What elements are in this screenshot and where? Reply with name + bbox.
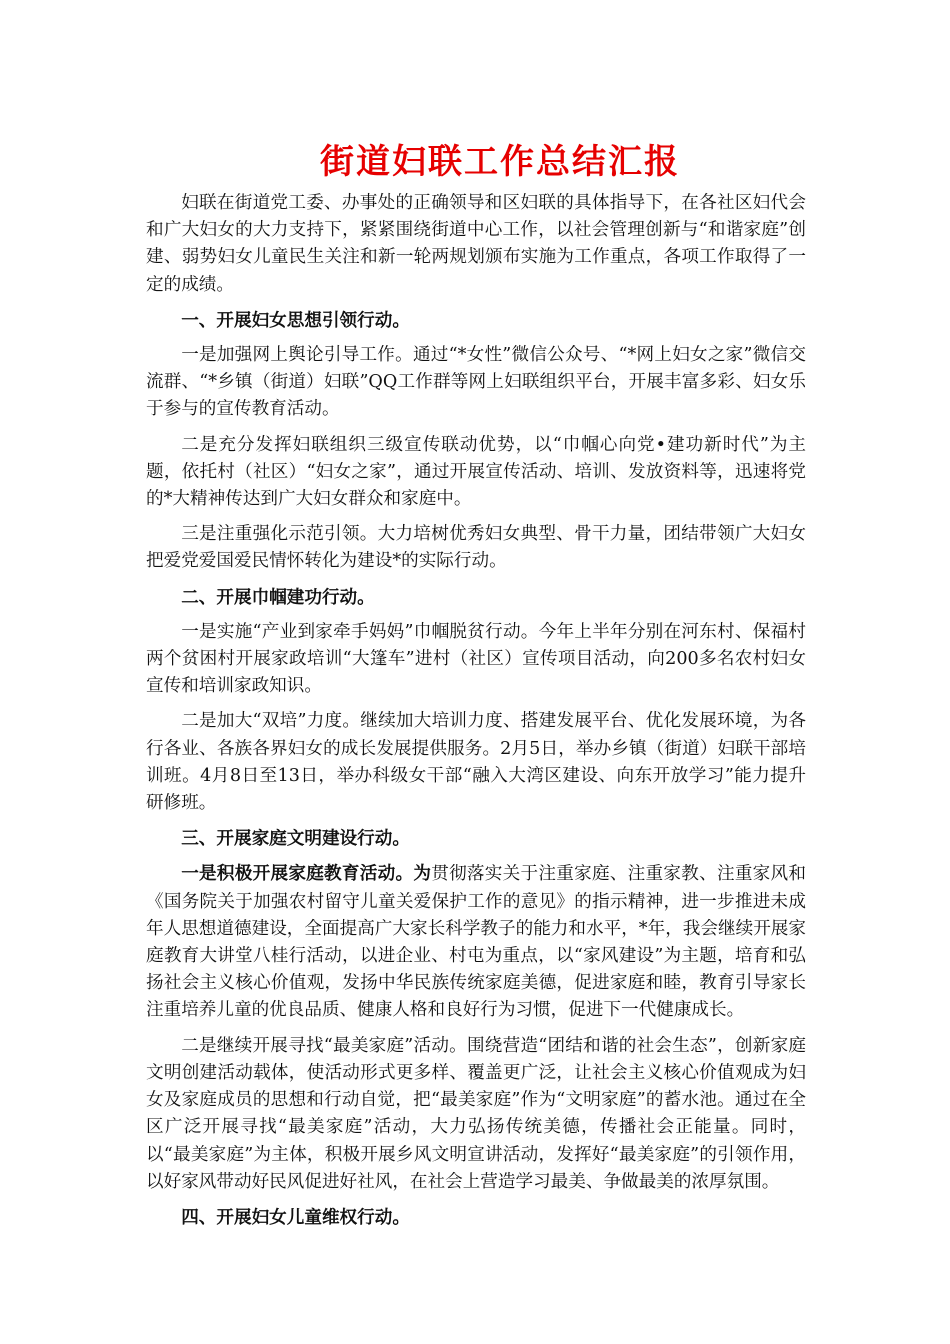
document-body	[146, 190, 806, 1239]
section-1-paragraph-1: 一是加强网上舆论引导工作。通过“*女性”微信公众号、“*网上妇女之家”微信交流群、“*乡镇（街道）妇联”QQ工作群等网上妇联组织平台，开展丰富多彩、妇女乐于参与的宣传教育活动。	[146, 345, 806, 420]
document-title: 街道妇联工作总结汇报	[320, 142, 680, 182]
intro-paragraph: 妇联在街道党工委、办事处的正确领导和区妇联的具体指导下，在各社区妇代会和广大妇女的大力支持下，紧紧围绕街道中心工作，以社会管理创新与“和谐家庭”创建、弱势妇女儿童民生关注和新一轮两规划颁布实施为工作重点，各项工作取得了一定的成绩。	[146, 193, 806, 295]
section-2-heading: 二、开展巾帼建功行动。	[181, 586, 375, 608]
section-3-paragraph-1-lead: 一是积极开展家庭教育活动。为	[181, 863, 432, 885]
section-3-heading: 三、开展家庭文明建设行动。	[181, 828, 410, 850]
section-1-paragraph-2: 二是充分发挥妇联组织三级宣传联动优势，以“巾帼心向党•建功新时代”为主题，依托村（社区）“妇女之家”，通过开展宣传活动、培训、发放资料等，迅速将党的*大精神传达到广大妇女群众和家庭中。	[146, 434, 806, 510]
section-1-heading: 一、开展妇女思想引领行动。	[181, 309, 410, 331]
section-4-heading: 四、开展妇女儿童维权行动。	[181, 1206, 410, 1228]
section-2-paragraph-1: 一是实施“产业到家牵手妈妈”巾帼脱贫行动。今年上半年分别在河东村、保福村两个贫困村开展家政培训“大篷车”进村（社区）宣传项目活动，向200多名农村妇女宣传和培训家政知识。	[146, 621, 806, 697]
section-1-paragraph-3: 三是注重强化示范引领。大力培树优秀妇女典型、骨干力量，团结带领广大妇女把爱党爱国爱民情怀转化为建设*的实际行动。	[146, 524, 806, 572]
section-3-paragraph-1-rest: 贯彻落实关于注重家庭、注重家教、注重家风和《国务院关于加强农村留守儿童关爱保护工作的意见》的指示精神，进一步推进未成年人思想道德建设，全面提高广大家长科学教子的能力和水平，*年，我会继续开展家庭教育大讲堂八桂行活动，以进企业、村屯为重点，以“家风建设”为主题，培育和弘扬社会主义核心价值观，发扬中华民族传统家庭美德，促进家庭和睦，教育引导家长注重培养儿童的优良品质、健康人格和良好行为习惯，促进下一代健康成长。	[146, 864, 806, 1021]
section-3-paragraph-1	[146, 860, 806, 1024]
section-3-paragraph-2: 二是继续开展寻找“最美家庭”活动。围绕营造“团结和谐的社会生态”，创新家庭文明创建活动载体，使活动形式更多样、覆盖更广泛，让社会主义核心价值观成为妇女及家庭成员的思想和行动自觉，把“最美家庭”作为“文明家庭”的蓄水池。通过在全区广泛开展寻找“最美家庭”活动，大力弘扬传统美德，传播社会正能量。同时，以“最美家庭”为主体，积极开展乡风文明宣讲活动，发挥好“最美家庭”的引领作用，以好家风带动好民风促进好社风，在社会上营造学习最美、争做最美的浓厚氛围。	[146, 1035, 806, 1192]
section-2-paragraph-2: 二是加大“双培”力度。继续加大培训力度、搭建发展平台、优化发展环境，为各行各业、各族各界妇女的成长发展提供服务。2月5日，举办乡镇（街道）妇联干部培训班。4月8日至13日，举办科级女干部“融入大湾区建设、向东开放学习”能力提升研修班。	[146, 711, 806, 814]
